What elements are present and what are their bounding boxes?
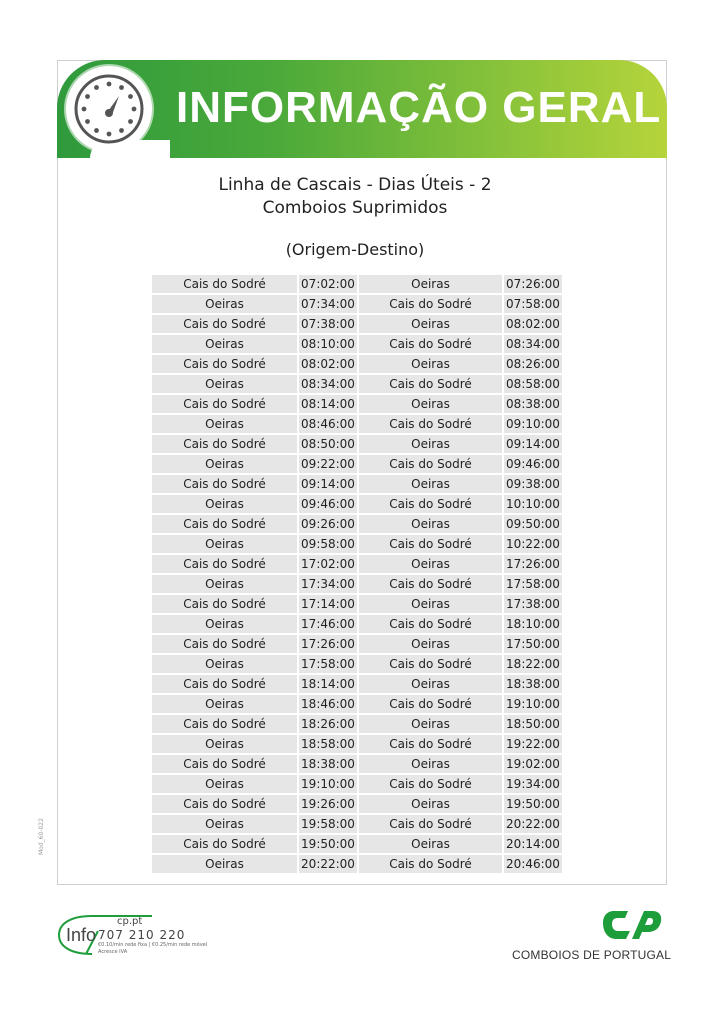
table-row: [152, 655, 562, 673]
call-rate: €0.10/min rede fixa | €0.25/min rede móvel: [98, 942, 208, 948]
table-row: [152, 415, 562, 433]
table-row: [152, 735, 562, 753]
website-link[interactable]: cp.pt: [117, 916, 143, 927]
brand-name: COMBOIOS DE PORTUGAL: [512, 948, 672, 962]
destination-cell: Oeiras: [357, 515, 502, 533]
arrival-time-cell: 08:02:00: [502, 315, 562, 333]
arrival-time-cell: 09:50:00: [502, 515, 562, 533]
destination-cell: Cais do Sodré: [357, 695, 502, 713]
origin-cell: Oeiras: [152, 575, 297, 593]
table-row: [152, 455, 562, 473]
origin-cell: Oeiras: [152, 655, 297, 673]
table-row: [152, 515, 562, 533]
suppressed-trains-table: [152, 273, 562, 875]
table-row: [152, 855, 562, 873]
info-label: Info: [66, 925, 97, 945]
destination-cell: Oeiras: [357, 355, 502, 373]
destination-cell: Cais do Sodré: [357, 335, 502, 353]
departure-time-cell: 20:22:00: [297, 855, 357, 873]
arrival-time-cell: 09:46:00: [502, 455, 562, 473]
origin-cell: Oeiras: [152, 815, 297, 833]
speedometer-icon: [70, 70, 148, 148]
form-code: Mod_60-022: [38, 818, 45, 855]
origin-cell: Cais do Sodré: [152, 635, 297, 653]
table-row: [152, 435, 562, 453]
destination-cell: Oeiras: [357, 635, 502, 653]
table-row: [152, 555, 562, 573]
departure-time-cell: 18:38:00: [297, 755, 357, 773]
table-row: [152, 755, 562, 773]
origin-cell: Cais do Sodré: [152, 555, 297, 573]
departure-time-cell: 17:46:00: [297, 615, 357, 633]
origin-cell: Cais do Sodré: [152, 715, 297, 733]
origin-cell: Cais do Sodré: [152, 275, 297, 293]
departure-time-cell: 09:14:00: [297, 475, 357, 493]
destination-cell: Cais do Sodré: [357, 815, 502, 833]
arrival-time-cell: 09:38:00: [502, 475, 562, 493]
origin-cell: Oeiras: [152, 535, 297, 553]
arrival-time-cell: 17:38:00: [502, 595, 562, 613]
departure-time-cell: 19:10:00: [297, 775, 357, 793]
destination-cell: Cais do Sodré: [357, 575, 502, 593]
destination-cell: Oeiras: [357, 435, 502, 453]
origin-cell: Oeiras: [152, 375, 297, 393]
origin-cell: Cais do Sodré: [152, 835, 297, 853]
departure-time-cell: 07:34:00: [297, 295, 357, 313]
departure-time-cell: 18:58:00: [297, 735, 357, 753]
table-row: [152, 315, 562, 333]
table-row: [152, 395, 562, 413]
arrival-time-cell: 18:10:00: [502, 615, 562, 633]
subtitle: Comboios Suprimidos: [262, 198, 448, 218]
table-row: [152, 355, 562, 373]
arrival-time-cell: 10:10:00: [502, 495, 562, 513]
departure-time-cell: 09:58:00: [297, 535, 357, 553]
table-row: [152, 615, 562, 633]
destination-cell: Oeiras: [357, 395, 502, 413]
departure-time-cell: 08:34:00: [297, 375, 357, 393]
origin-cell: Cais do Sodré: [152, 755, 297, 773]
table-row: [152, 775, 562, 793]
origin-cell: Oeiras: [152, 455, 297, 473]
arrival-time-cell: 08:58:00: [502, 375, 562, 393]
arrival-time-cell: 20:14:00: [502, 835, 562, 853]
origin-cell: Oeiras: [152, 415, 297, 433]
table-row: [152, 475, 562, 493]
departure-time-cell: 19:58:00: [297, 815, 357, 833]
departure-time-cell: 08:50:00: [297, 435, 357, 453]
origin-cell: Oeiras: [152, 295, 297, 313]
origin-cell: Cais do Sodré: [152, 315, 297, 333]
table-row: [152, 715, 562, 733]
table-row: [152, 495, 562, 513]
destination-cell: Cais do Sodré: [357, 375, 502, 393]
arrival-time-cell: 18:38:00: [502, 675, 562, 693]
destination-cell: Cais do Sodré: [357, 735, 502, 753]
arrival-time-cell: 07:26:00: [502, 275, 562, 293]
origin-cell: Cais do Sodré: [152, 675, 297, 693]
arrival-time-cell: 19:02:00: [502, 755, 562, 773]
arrival-time-cell: 08:26:00: [502, 355, 562, 373]
destination-cell: Cais do Sodré: [357, 495, 502, 513]
destination-cell: Cais do Sodré: [357, 775, 502, 793]
departure-time-cell: 08:14:00: [297, 395, 357, 413]
origin-cell: Oeiras: [152, 495, 297, 513]
table-row: [152, 535, 562, 553]
arrival-time-cell: 09:14:00: [502, 435, 562, 453]
cp-logo-icon: [600, 908, 664, 942]
departure-time-cell: 09:22:00: [297, 455, 357, 473]
arrival-time-cell: 09:10:00: [502, 415, 562, 433]
origin-cell: Cais do Sodré: [152, 475, 297, 493]
departure-time-cell: 08:02:00: [297, 355, 357, 373]
table-row: [152, 815, 562, 833]
origin-cell: Cais do Sodré: [152, 355, 297, 373]
departure-time-cell: 07:38:00: [297, 315, 357, 333]
departure-time-cell: 09:26:00: [297, 515, 357, 533]
table-row: [152, 675, 562, 693]
table-row: [152, 575, 562, 593]
origin-cell: Cais do Sodré: [152, 435, 297, 453]
origin-cell: Oeiras: [152, 855, 297, 873]
table-row: [152, 595, 562, 613]
arrival-time-cell: 19:22:00: [502, 735, 562, 753]
destination-cell: Oeiras: [357, 555, 502, 573]
arrival-time-cell: 19:10:00: [502, 695, 562, 713]
departure-time-cell: 18:26:00: [297, 715, 357, 733]
arrival-time-cell: 20:22:00: [502, 815, 562, 833]
origin-cell: Oeiras: [152, 695, 297, 713]
table-row: [152, 275, 562, 293]
departure-time-cell: 08:46:00: [297, 415, 357, 433]
departure-time-cell: 18:14:00: [297, 675, 357, 693]
departure-time-cell: 18:46:00: [297, 695, 357, 713]
arrival-time-cell: 18:22:00: [502, 655, 562, 673]
origin-cell: Cais do Sodré: [152, 795, 297, 813]
columns-caption: (Origem-Destino): [285, 240, 425, 259]
table-row: [152, 695, 562, 713]
table-body: [152, 275, 562, 873]
vat-note: Acresce IVA: [98, 949, 128, 955]
info-phone: 707 210 220: [98, 928, 186, 942]
arrival-time-cell: 08:38:00: [502, 395, 562, 413]
departure-time-cell: 07:02:00: [297, 275, 357, 293]
destination-cell: Oeiras: [357, 835, 502, 853]
arrival-time-cell: 17:26:00: [502, 555, 562, 573]
table-row: [152, 635, 562, 653]
destination-cell: Cais do Sodré: [357, 535, 502, 553]
destination-cell: Oeiras: [357, 595, 502, 613]
origin-cell: Oeiras: [152, 735, 297, 753]
arrival-time-cell: 19:34:00: [502, 775, 562, 793]
destination-cell: Cais do Sodré: [357, 415, 502, 433]
table-row: [152, 835, 562, 853]
arrival-time-cell: 07:58:00: [502, 295, 562, 313]
arrival-time-cell: 08:34:00: [502, 335, 562, 353]
arrival-time-cell: 17:58:00: [502, 575, 562, 593]
departure-time-cell: 09:46:00: [297, 495, 357, 513]
table-row: [152, 295, 562, 313]
departure-time-cell: 19:26:00: [297, 795, 357, 813]
departure-time-cell: 17:02:00: [297, 555, 357, 573]
departure-time-cell: 19:50:00: [297, 835, 357, 853]
destination-cell: Cais do Sodré: [357, 655, 502, 673]
table-row: [152, 335, 562, 353]
arrival-time-cell: 20:46:00: [502, 855, 562, 873]
departure-time-cell: 17:26:00: [297, 635, 357, 653]
destination-cell: Oeiras: [357, 315, 502, 333]
departure-time-cell: 17:34:00: [297, 575, 357, 593]
origin-cell: Oeiras: [152, 335, 297, 353]
arrival-time-cell: 18:50:00: [502, 715, 562, 733]
destination-cell: Cais do Sodré: [357, 295, 502, 313]
arrival-time-cell: 17:50:00: [502, 635, 562, 653]
destination-cell: Oeiras: [357, 755, 502, 773]
banner-title: INFORMAÇÃO GERAL: [176, 83, 662, 132]
origin-cell: Cais do Sodré: [152, 395, 297, 413]
origin-cell: Cais do Sodré: [152, 515, 297, 533]
departure-time-cell: 17:58:00: [297, 655, 357, 673]
origin-cell: Cais do Sodré: [152, 595, 297, 613]
departure-time-cell: 17:14:00: [297, 595, 357, 613]
destination-cell: Oeiras: [357, 475, 502, 493]
destination-cell: Oeiras: [357, 675, 502, 693]
line-title: Linha de Cascais - Dias Úteis - 2: [218, 175, 492, 195]
arrival-time-cell: 19:50:00: [502, 795, 562, 813]
destination-cell: Cais do Sodré: [357, 855, 502, 873]
origin-cell: Oeiras: [152, 615, 297, 633]
destination-cell: Cais do Sodré: [357, 615, 502, 633]
departure-time-cell: 08:10:00: [297, 335, 357, 353]
destination-cell: Cais do Sodré: [357, 455, 502, 473]
origin-cell: Oeiras: [152, 775, 297, 793]
destination-cell: Oeiras: [357, 795, 502, 813]
table-row: [152, 375, 562, 393]
destination-cell: Oeiras: [357, 275, 502, 293]
arrival-time-cell: 10:22:00: [502, 535, 562, 553]
table-row: [152, 795, 562, 813]
destination-cell: Oeiras: [357, 715, 502, 733]
